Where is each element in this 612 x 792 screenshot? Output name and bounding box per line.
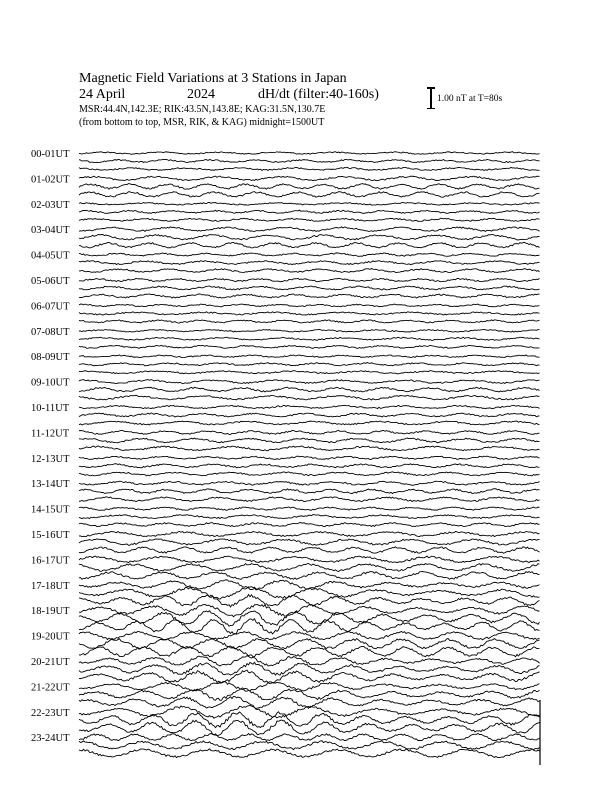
trace-18-19UT-RIK (79, 611, 540, 627)
trace-18-19UT-KAG (79, 604, 540, 616)
trace-11-12UT-RIK (79, 438, 540, 443)
trace-11-12UT-KAG (79, 430, 540, 434)
trace-12-13UT-KAG (79, 456, 540, 459)
trace-01-02UT-KAG (79, 176, 540, 181)
trace-13-14UT-KAG (79, 481, 540, 485)
hour-label: 20-21UT (31, 657, 70, 668)
hour-label: 11-12UT (31, 428, 70, 440)
trace-09-10UT-RIK (79, 387, 540, 392)
hour-label: 07-08UT (31, 326, 70, 338)
year-label: 2024 (187, 87, 215, 102)
trace-10-11UT-MSR (79, 421, 540, 425)
trace-04-05UT-KAG (79, 253, 540, 256)
station-coordinates: MSR:44.4N,142.3E; RIK:43.5N,143.8E; KAG:31.5N,130.7E (79, 104, 326, 115)
trace-02-03UT-KAG (79, 202, 540, 205)
trace-13-14UT-MSR (79, 497, 540, 502)
trace-23-24UT-RIK (79, 741, 540, 750)
hour-label: 14-15UT (31, 504, 70, 516)
hour-label: 16-17UT (31, 555, 70, 567)
trace-12-13UT-MSR (79, 472, 540, 476)
trace-15-16UT-RIK (79, 539, 540, 545)
trace-06-07UT-RIK (79, 312, 540, 315)
trace-05-06UT-MSR (79, 294, 540, 298)
hour-label: 09-10UT (31, 377, 70, 389)
hour-label: 03-04UT (31, 225, 70, 237)
hour-label: 01-02UT (31, 174, 70, 186)
scale-label: 1.00 nT at T=80s (437, 94, 503, 104)
trace-17-18UT-RIK (79, 587, 540, 599)
trace-14-15UT-MSR (79, 523, 540, 527)
trace-07-08UT-RIK (79, 337, 540, 340)
hour-label: 02-03UT (31, 199, 70, 211)
hour-label: 22-23UT (31, 707, 70, 719)
trace-07-08UT-MSR (79, 345, 540, 348)
trace-03-04UT-MSR (79, 242, 540, 248)
hour-label: 13-14UT (31, 479, 70, 491)
hour-label: 21-22UT (31, 682, 70, 694)
trace-05-06UT-RIK (79, 286, 540, 290)
trace-08-09UT-KAG (79, 355, 540, 358)
trace-14-15UT-KAG (79, 507, 540, 510)
hour-label: 04-05UT (31, 250, 70, 262)
trace-20-21UT-MSR (79, 670, 540, 683)
hour-label: 00-01UT (31, 149, 70, 160)
trace-12-13UT-RIK (79, 464, 540, 468)
hour-label: 08-09UT (31, 352, 70, 364)
trace-13-14UT-RIK (79, 489, 540, 494)
trace-14-15UT-RIK (79, 515, 540, 519)
hour-label: 18-19UT (31, 606, 70, 618)
trace-00-01UT-KAG (79, 152, 540, 155)
trace-11-12UT-MSR (79, 446, 540, 451)
trace-09-10UT-MSR (79, 395, 540, 400)
trace-08-09UT-MSR (79, 371, 540, 374)
trace-03-04UT-KAG (79, 227, 540, 232)
trace-15-16UT-KAG (79, 531, 540, 536)
trace-16-17UT-RIK (79, 564, 540, 572)
component-label: dH/dt (filter:40-160s) (258, 87, 379, 102)
trace-23-24UT-KAG (79, 734, 540, 741)
station-order-note: (from bottom to top, MSR, RIK, & KAG) midnight=1500UT (79, 117, 325, 128)
trace-00-01UT-RIK (79, 159, 540, 162)
trace-21-22UT-KAG (79, 682, 540, 692)
trace-20-21UT-KAG (79, 656, 540, 666)
trace-15-16UT-MSR (79, 547, 540, 553)
hour-label: 06-07UT (31, 301, 70, 313)
trace-04-05UT-RIK (79, 261, 540, 265)
chart-title: Magnetic Field Variations at 3 Stations in Japan (79, 71, 347, 86)
trace-05-06UT-KAG (79, 278, 540, 281)
hour-label: 12-13UT (31, 453, 70, 465)
trace-00-01UT-MSR (79, 167, 540, 170)
trace-19-20UT-RIK (79, 638, 540, 648)
trace-16-17UT-MSR (79, 571, 540, 579)
date-label: 24 April (79, 87, 126, 102)
trace-10-11UT-RIK (79, 413, 540, 417)
trace-03-04UT-RIK (79, 234, 540, 239)
trace-19-20UT-KAG (79, 632, 540, 640)
trace-10-11UT-KAG (79, 405, 540, 408)
trace-09-10UT-KAG (79, 380, 540, 384)
hour-label: 15-16UT (31, 530, 70, 541)
trace-06-07UT-MSR (79, 320, 540, 323)
trace-08-09UT-RIK (79, 363, 540, 366)
trace-02-03UT-RIK (79, 210, 540, 213)
trace-16-17UT-KAG (79, 556, 540, 563)
hour-label: 23-24UT (31, 733, 70, 745)
trace-21-22UT-RIK (79, 688, 540, 700)
trace-02-03UT-MSR (79, 218, 540, 221)
trace-01-02UT-MSR (79, 192, 540, 198)
hour-label: 05-06UT (31, 276, 70, 287)
trace-01-02UT-RIK (79, 184, 540, 190)
hour-label: 10-11UT (31, 403, 70, 414)
trace-06-07UT-KAG (79, 304, 540, 307)
trace-04-05UT-MSR (79, 269, 540, 273)
trace-07-08UT-KAG (79, 329, 540, 332)
hour-label: 19-20UT (31, 631, 70, 643)
trace-23-24UT-MSR (79, 749, 540, 758)
hour-label: 17-18UT (31, 580, 70, 592)
